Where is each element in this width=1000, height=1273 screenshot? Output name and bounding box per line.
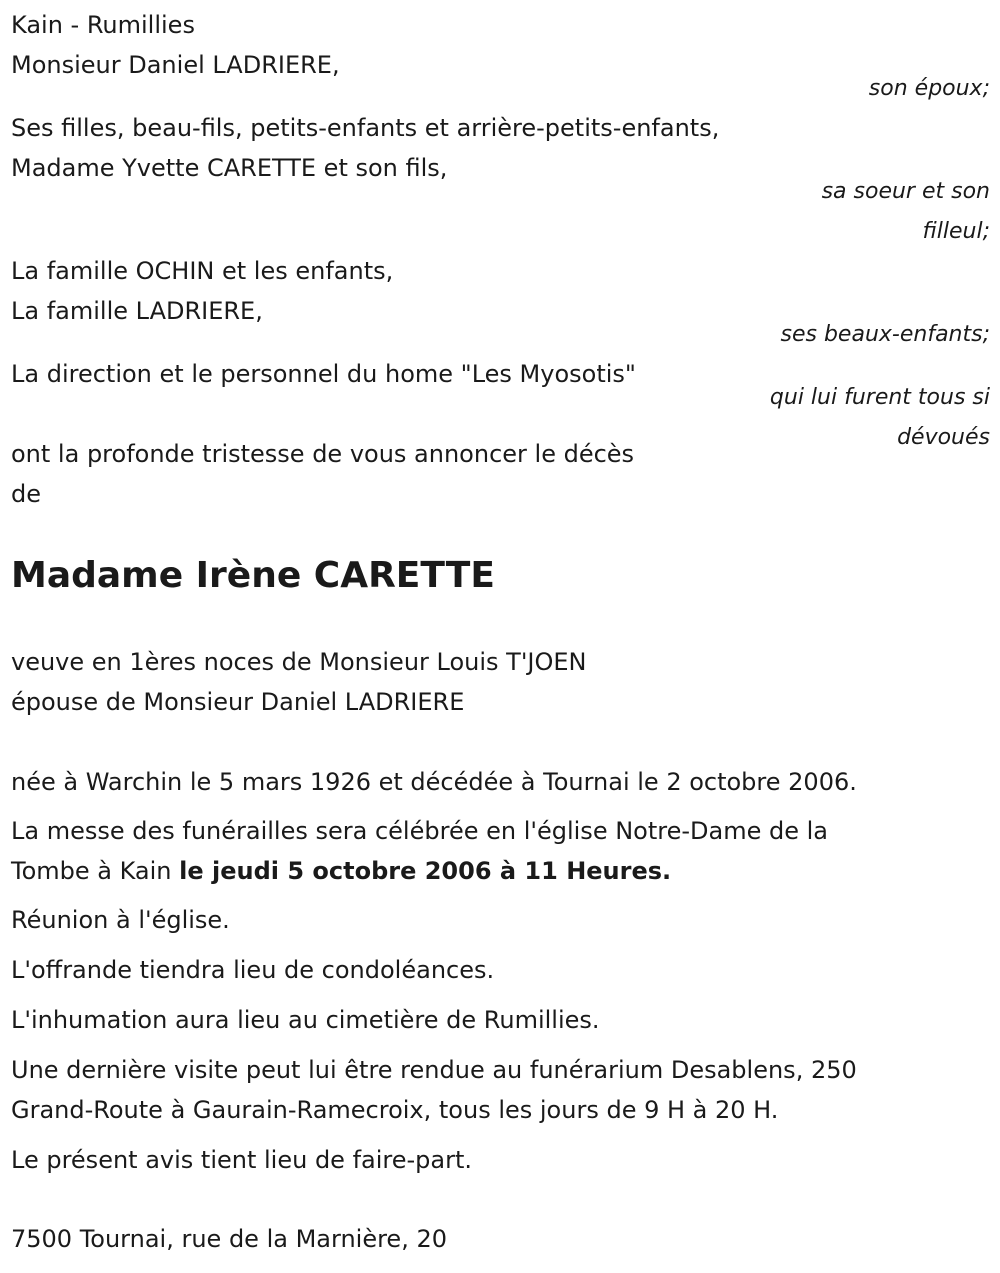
children-line: Ses filles, beau-fils, petits-enfants et arrière-petits-enfants, <box>11 114 720 142</box>
stepchildren-role: ses beaux-enfants; <box>780 322 990 347</box>
spouse-role: son époux; <box>868 76 990 101</box>
mass-line-1: La messe des funérailles sera célébrée en l'église Notre-Dame de la <box>11 817 828 845</box>
sister-role-2: filleul; <box>922 219 990 244</box>
burial-line: L'inhumation aura lieu au cimetière de Rumillies. <box>11 1006 600 1034</box>
staff-role-2: dévoués <box>897 425 990 450</box>
deceased-name: Madame Irène CARETTE <box>11 555 495 596</box>
staff-role-1: qui lui furent tous si <box>769 385 990 410</box>
mass-line-2 <box>11 851 671 891</box>
location-heading: Kain - Rumillies <box>11 11 195 39</box>
ladriere-family-line: La famille LADRIERE, <box>11 297 263 325</box>
announcement-line-2: de <box>11 480 41 508</box>
visit-line-2: Grand-Route à Gaurain-Ramecroix, tous les jours de 9 H à 20 H. <box>11 1096 779 1124</box>
mass-location: Tombe à Kain <box>11 857 180 885</box>
spouse-line: Monsieur Daniel LADRIERE, <box>11 51 340 79</box>
offering-line: L'offrande tiendra lieu de condoléances. <box>11 956 495 984</box>
widow-line: veuve en 1ères noces de Monsieur Louis T'JOEN <box>11 648 587 676</box>
mass-date-time: le jeudi 5 octobre 2006 à 11 Heures. <box>179 857 672 885</box>
birth-death-line: née à Warchin le 5 mars 1926 et décédée à Tournai le 2 octobre 2006. <box>11 768 857 796</box>
visit-line-1: Une dernière visite peut lui être rendue au funérarium Desablens, 250 <box>11 1056 857 1084</box>
wife-line: épouse de Monsieur Daniel LADRIERE <box>11 688 465 716</box>
home-staff-line: La direction et le personnel du home "Les Myosotis" <box>11 360 636 388</box>
sister-line: Madame Yvette CARETTE et son fils, <box>11 154 448 182</box>
reunion-line: Réunion à l'église. <box>11 906 230 934</box>
notice-line: Le présent avis tient lieu de faire-part. <box>11 1146 473 1174</box>
announcement-line-1: ont la profonde tristesse de vous annoncer le décès <box>11 440 635 468</box>
address-line: 7500 Tournai, rue de la Marnière, 20 <box>11 1225 447 1253</box>
ochin-family-line: La famille OCHIN et les enfants, <box>11 257 394 285</box>
sister-role-1: sa soeur et son <box>821 179 990 204</box>
